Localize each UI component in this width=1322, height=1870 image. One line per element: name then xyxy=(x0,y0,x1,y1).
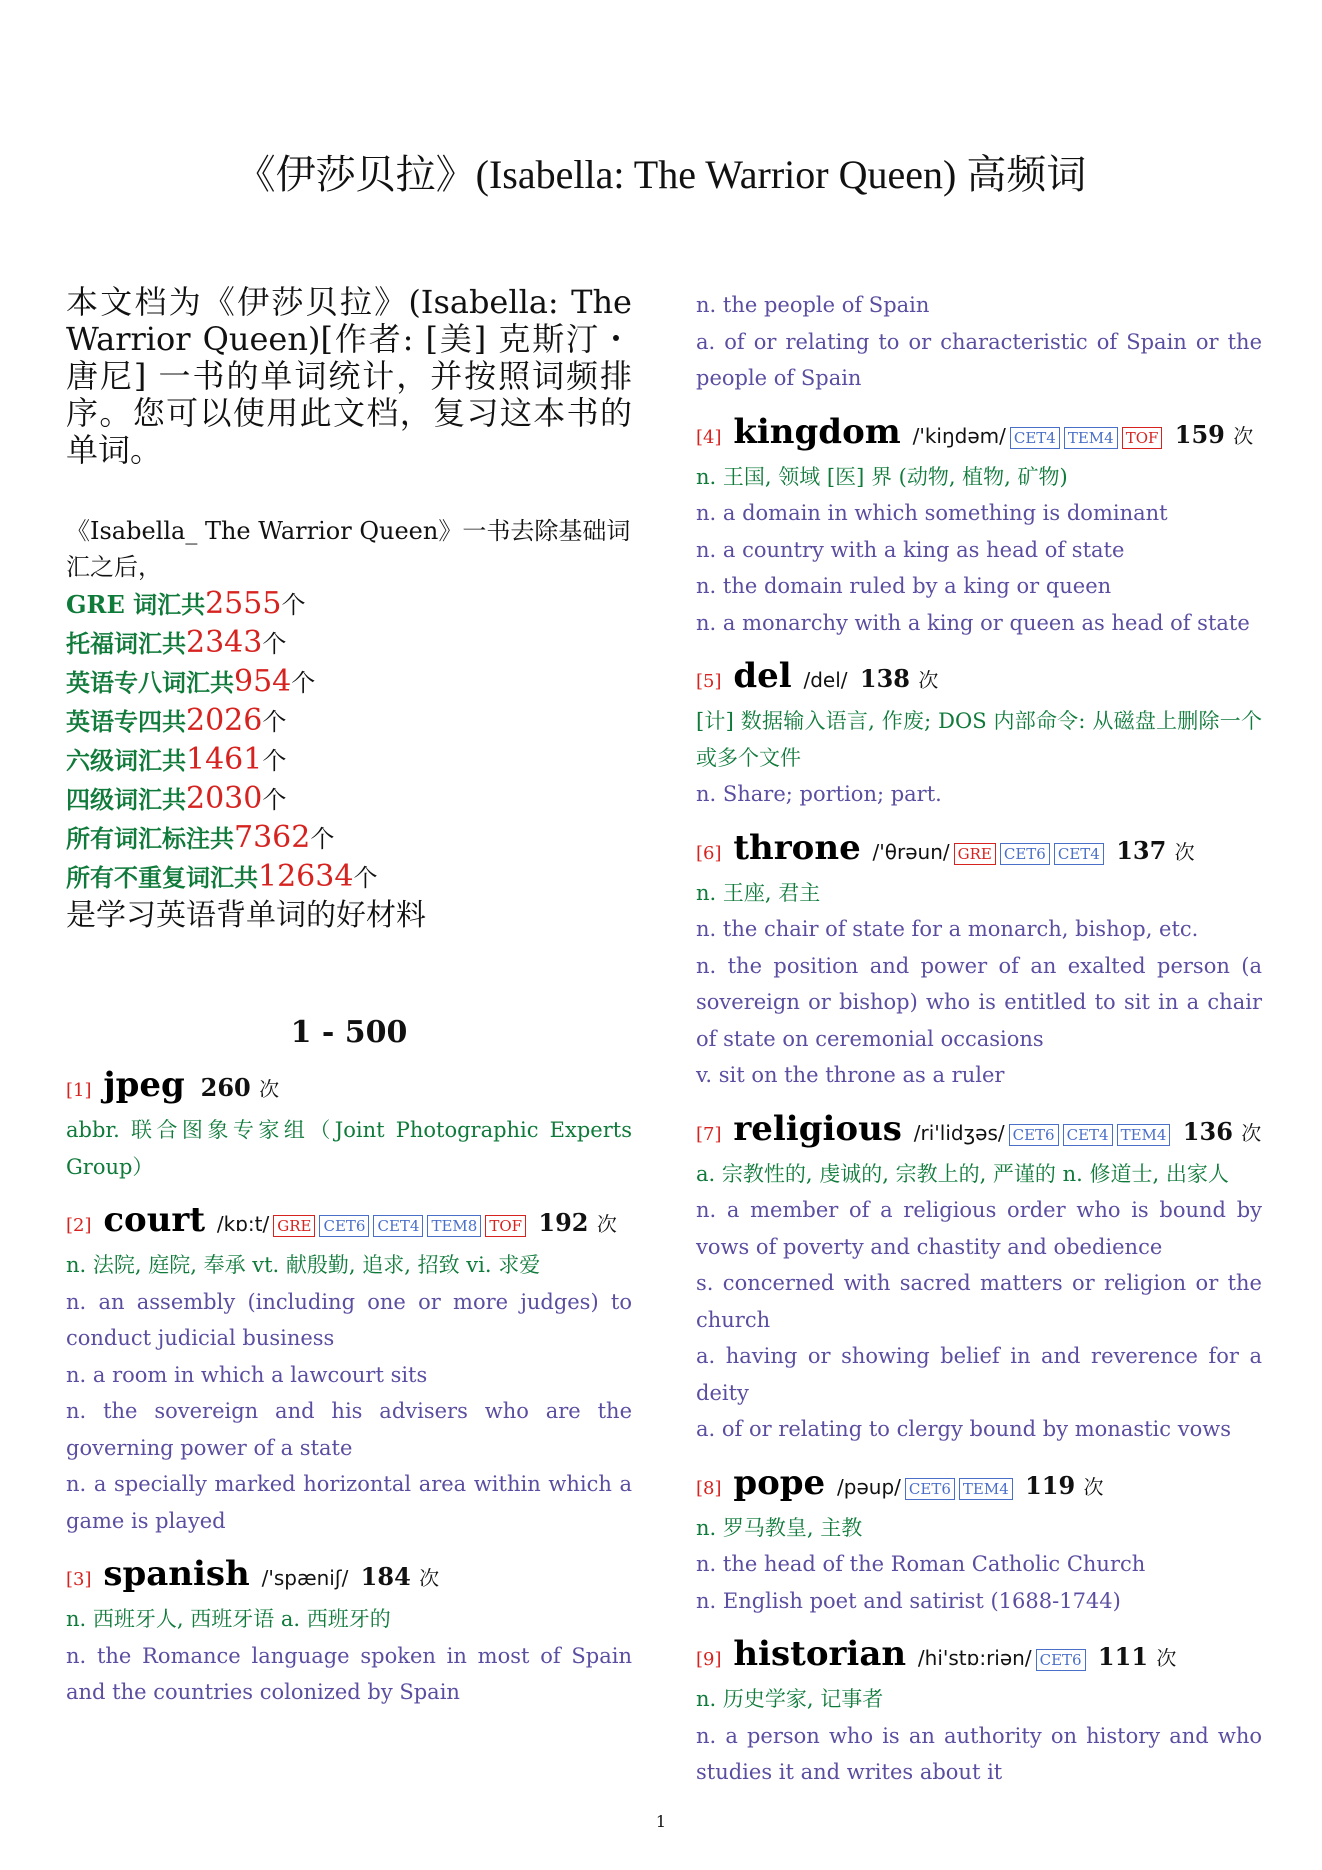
stat-label: GRE 词汇共 xyxy=(66,590,206,619)
stat-number: 12634 xyxy=(258,859,354,894)
definition-line: n. a domain in which something is dominant xyxy=(696,501,1168,525)
stat-unit: 个 xyxy=(353,864,378,892)
headword: jpeg xyxy=(91,1065,197,1105)
entry-header xyxy=(66,1064,632,1112)
definition-line: n. the position and power of an exalted person (a sovereign or bishop) who is entitled to sit in a chair of state on ceremonial occasions xyxy=(696,953,1262,1051)
exam-tag: CET4 xyxy=(1054,843,1104,865)
stat-label: 英语专四共 xyxy=(66,707,186,736)
definition-line: n. the people of Spain xyxy=(696,293,930,317)
entry-index: [5] xyxy=(696,671,722,692)
stat-row xyxy=(66,780,632,819)
stat-unit: 个 xyxy=(262,630,287,658)
definition-line: n. 王座, 君主 xyxy=(696,880,821,905)
intro-paragraph: 本文档为《伊莎贝拉》(Isabella: The Warrior Queen)[作者: [美] 克斯汀・唐尼] 一书的单词统计，并按照词频排序。您可以使用此文档，复习这本书的单词。 xyxy=(66,283,632,469)
word-entry xyxy=(696,655,1262,813)
phonetic: /pəup/ xyxy=(837,1474,901,1499)
definition-line: n. English poet and satirist (1688-1744) xyxy=(696,1588,1121,1613)
stat-row xyxy=(66,624,632,663)
page-number: 1 xyxy=(655,1812,667,1831)
word-entry xyxy=(696,827,1262,1094)
definition-line: n. 王国, 领域 [医] 界 (动物, 植物, 矿物) xyxy=(696,464,1068,489)
definition-line: [计] 数据输入语言, 作废; DOS 内部命令: 从磁盘上删除一个或多个文件 xyxy=(696,709,1262,770)
stat-unit: 个 xyxy=(281,591,306,619)
exam-tag: TOF xyxy=(1122,427,1163,449)
exam-tag: GRE xyxy=(273,1215,315,1237)
stat-row xyxy=(66,663,632,702)
word-entry xyxy=(66,1553,632,1711)
definition-line: n. 西班牙人, 西班牙语 a. 西班牙的 xyxy=(66,1607,391,1631)
definition-line: a. of or relating to clergy bound by monastic vows xyxy=(696,1417,1231,1441)
frequency-count: 136 次 xyxy=(1174,1116,1262,1146)
stat-row xyxy=(66,741,632,780)
stat-row xyxy=(66,819,632,858)
phonetic: /del/ xyxy=(803,668,848,692)
exam-tag: TEM4 xyxy=(1117,1124,1171,1146)
headword: historian xyxy=(721,1634,918,1674)
range-heading: 1 - 500 xyxy=(290,1015,408,1050)
entry-header xyxy=(696,827,1262,875)
stat-number: 2026 xyxy=(186,703,263,738)
word-entry xyxy=(696,1108,1262,1448)
frequency-count: 119 次 xyxy=(1016,1470,1104,1500)
definition-line: n. the domain ruled by a king or queen xyxy=(696,574,1112,598)
stat-unit: 个 xyxy=(262,786,287,814)
frequency-count: 111 次 xyxy=(1089,1642,1177,1671)
headword: del xyxy=(721,656,804,696)
stat-number: 2030 xyxy=(186,781,263,816)
exam-tag: TEM8 xyxy=(427,1215,481,1237)
exam-tag: CET6 xyxy=(1000,843,1050,865)
definition-line: n. 法院, 庭院, 奉承 vt. 献殷勤, 追求, 招致 vi. 求爱 xyxy=(66,1253,541,1277)
frequency-count: 184 次 xyxy=(352,1562,440,1591)
definition-line: n. 罗马教皇, 主教 xyxy=(696,1515,863,1540)
headword: throne xyxy=(721,827,873,868)
entry-index: [9] xyxy=(696,1649,722,1670)
entry-header xyxy=(696,411,1262,459)
stat-label: 托福词汇共 xyxy=(66,629,186,658)
headword: court xyxy=(91,1200,217,1240)
definition-line: abbr. 联合图象专家组（Joint Photographic Experts Group） xyxy=(66,1118,632,1179)
exam-tag: CET4 xyxy=(373,1215,423,1237)
entry-index: [4] xyxy=(696,426,722,448)
entry-index: [2] xyxy=(66,1215,92,1236)
frequency-unit: 次 xyxy=(1156,1646,1177,1670)
definition-line: n. a person who is an authority on history and who studies it and writes about it xyxy=(696,1723,1262,1784)
entry-index: [8] xyxy=(696,1477,722,1499)
definition-line: n. a monarchy with a king or queen as head of state xyxy=(696,610,1250,635)
frequency-count: 159 次 xyxy=(1166,419,1254,449)
stat-row xyxy=(66,702,632,741)
left-entries xyxy=(66,1064,632,1711)
exam-tag: TEM4 xyxy=(1064,427,1118,449)
intro-subtitle: 《Isabella_ The Warrior Queen》一书去除基础词汇之后， xyxy=(66,517,631,581)
stat-unit: 个 xyxy=(262,708,287,736)
stat-unit: 个 xyxy=(262,747,287,775)
frequency-unit: 次 xyxy=(918,668,939,692)
frequency-unit: 次 xyxy=(1083,1474,1104,1499)
definition-line: n. the head of the Roman Catholic Church xyxy=(696,1552,1146,1576)
exam-tag: CET6 xyxy=(1036,1649,1086,1671)
frequency-unit: 次 xyxy=(259,1077,280,1101)
definition-line: n. a country with a king as head of state xyxy=(696,537,1125,562)
stat-label: 英语专八词汇共 xyxy=(66,668,234,697)
continued-definitions xyxy=(696,287,1262,397)
stat-label: 六级词汇共 xyxy=(66,746,186,775)
exam-tag: CET6 xyxy=(905,1478,955,1500)
exam-tag: TOF xyxy=(485,1215,526,1237)
exam-tag: CET4 xyxy=(1063,1124,1113,1146)
stat-label: 所有不重复词汇共 xyxy=(66,863,258,892)
stat-number: 1461 xyxy=(186,742,263,777)
entry-index: [6] xyxy=(696,842,722,864)
entry-header xyxy=(696,1108,1262,1156)
exam-tag: CET6 xyxy=(319,1215,369,1237)
phonetic: /'kiŋdəm/ xyxy=(912,423,1006,448)
exam-tag: CET4 xyxy=(1010,427,1060,449)
phonetic: /ri'lidʒəs/ xyxy=(913,1120,1005,1145)
stats-list xyxy=(66,585,632,897)
word-entry xyxy=(696,411,1262,642)
phonetic: /'θrəun/ xyxy=(872,839,950,864)
stat-label: 所有词汇标注共 xyxy=(66,824,234,853)
stat-row xyxy=(66,585,632,624)
entry-header xyxy=(696,1633,1262,1681)
frequency-unit: 次 xyxy=(419,1566,440,1590)
definition-line: n. the Romance language spoken in most of Spain and the countries colonized by Spain xyxy=(66,1643,632,1704)
definition-line: n. a member of a religious order who is bound by vows of poverty and chastity and obedience xyxy=(696,1198,1262,1259)
exam-tag: GRE xyxy=(954,843,996,865)
entry-header xyxy=(66,1553,632,1601)
definition-line: a. 宗教性的, 虔诚的, 宗教上的, 严谨的 n. 修道士, 出家人 xyxy=(696,1161,1229,1186)
entry-index: [1] xyxy=(66,1080,92,1101)
frequency-unit: 次 xyxy=(1233,423,1254,448)
stat-number: 2343 xyxy=(186,625,263,660)
phonetic: /'spæniʃ/ xyxy=(261,1566,349,1590)
exam-tag: TEM4 xyxy=(959,1478,1013,1500)
stat-unit: 个 xyxy=(291,669,316,697)
stat-label: 四级词汇共 xyxy=(66,785,186,814)
entry-header xyxy=(696,1462,1262,1510)
word-entry xyxy=(66,1064,632,1185)
exam-tag: CET6 xyxy=(1009,1124,1059,1146)
phonetic: /kɒ:t/ xyxy=(216,1212,270,1236)
definition-line: s. concerned with sacred matters or religion or the church xyxy=(696,1271,1262,1332)
headword: religious xyxy=(721,1108,914,1149)
frequency-unit: 次 xyxy=(1174,839,1195,864)
entry-header xyxy=(696,655,1262,703)
entry-header xyxy=(66,1199,632,1247)
definition-line: n. an assembly (including one or more judges) to conduct judicial business xyxy=(66,1289,632,1350)
right-column xyxy=(696,287,1262,1791)
right-entries xyxy=(696,411,1262,1791)
stat-number: 2555 xyxy=(205,586,282,621)
definition-line: n. 历史学家, 记事者 xyxy=(696,1687,884,1711)
stat-unit: 个 xyxy=(310,825,335,853)
definition-line: n. the sovereign and his advisers who are the governing power of a state xyxy=(66,1399,632,1460)
definition-line: v. sit on the throne as a ruler xyxy=(696,1063,1005,1087)
page-title: 《伊莎贝拉》(Isabella: The Warrior Queen) 高频词 xyxy=(235,152,1087,197)
stat-row xyxy=(66,858,632,897)
definition-line: n. the chair of state for a monarch, bishop, etc. xyxy=(696,917,1199,941)
stat-number: 7362 xyxy=(234,820,311,855)
word-entry xyxy=(66,1199,632,1539)
definition-line: n. a specially marked horizontal area within which a game is played xyxy=(66,1472,632,1533)
phonetic: /hi'stɒ:riən/ xyxy=(917,1646,1032,1670)
word-entry xyxy=(696,1633,1262,1791)
frequency-unit: 次 xyxy=(596,1212,617,1236)
definition-line: n. Share; portion; part. xyxy=(696,782,942,806)
stats-tail: 是学习英语背单词的好材料 xyxy=(66,898,426,933)
definition-line: n. a room in which a lawcourt sits xyxy=(66,1362,428,1387)
entry-index: [3] xyxy=(66,1569,92,1590)
headword: spanish xyxy=(91,1554,262,1594)
headword: pope xyxy=(721,1462,838,1503)
frequency-count: 260 次 xyxy=(200,1073,280,1102)
definition-line: a. of or relating to or characteristic of Spain or the people of Spain xyxy=(696,329,1262,390)
left-column xyxy=(66,284,632,1711)
stat-number: 954 xyxy=(234,664,292,699)
frequency-count: 137 次 xyxy=(1107,835,1195,865)
entry-index: [7] xyxy=(696,1123,722,1145)
word-entry xyxy=(696,1462,1262,1620)
headword: kingdom xyxy=(721,411,913,452)
definition-line: a. having or showing belief in and reverence for a deity xyxy=(696,1344,1262,1405)
frequency-unit: 次 xyxy=(1241,1120,1262,1145)
frequency-count: 192 次 xyxy=(530,1208,617,1237)
frequency-count: 138 次 xyxy=(851,664,939,693)
